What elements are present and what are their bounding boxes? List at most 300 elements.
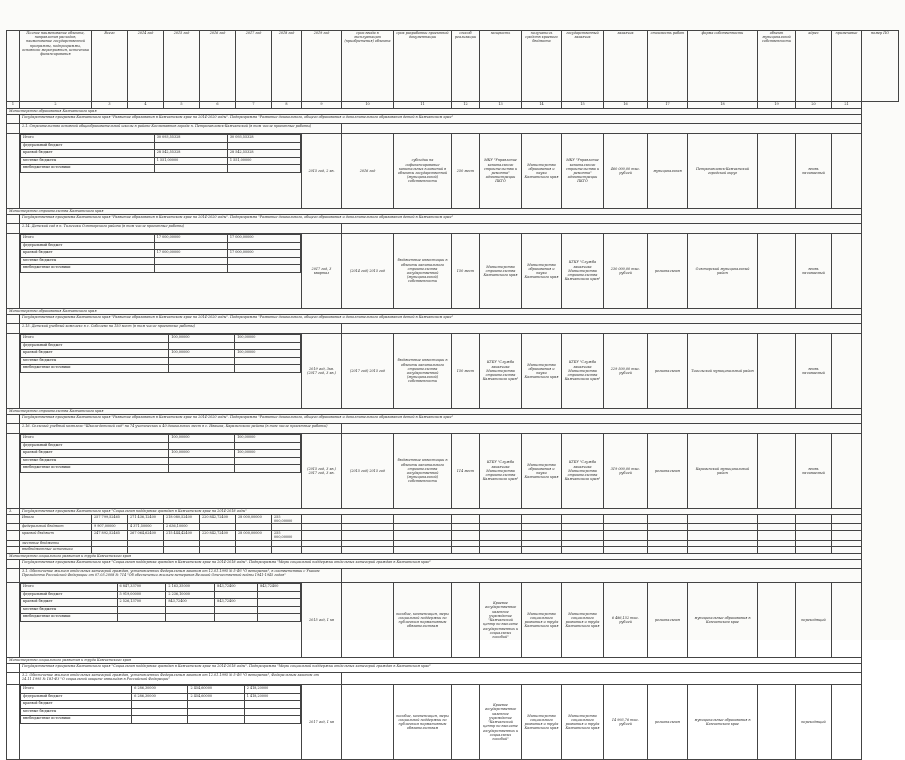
funding-value bbox=[188, 716, 244, 724]
customer: КГБУ "Служба заказчика Министерства строительства Камчатского края" bbox=[562, 334, 604, 409]
funding-value bbox=[227, 242, 300, 250]
subprogram-row bbox=[7, 215, 899, 224]
header-cell: срок разработки проектной документации bbox=[394, 31, 452, 102]
customer: КГКУ "Служба заказчика Министерства строительства Камчатского края" bbox=[562, 234, 604, 309]
empty-cell bbox=[394, 515, 452, 524]
funding-value bbox=[169, 457, 235, 465]
capacity: 114 мест bbox=[452, 434, 480, 509]
total-row bbox=[7, 515, 899, 524]
subprogram-row bbox=[7, 315, 899, 324]
empty-cell bbox=[562, 524, 604, 531]
empty-cell bbox=[394, 540, 452, 547]
funding-subtable bbox=[20, 134, 301, 173]
empty-cell bbox=[648, 540, 688, 547]
data-block bbox=[7, 134, 899, 209]
data-block bbox=[7, 685, 899, 760]
index-cell bbox=[7, 685, 20, 760]
funding-label: краевой бюджет bbox=[21, 450, 169, 458]
funding-value bbox=[154, 142, 227, 150]
implementation-method: бюджетные инвестиции в объекты капитального строительства государственной (муниципальной) собственности bbox=[394, 234, 452, 309]
funding-label: федеральный бюджет bbox=[21, 442, 169, 450]
total-value bbox=[164, 547, 200, 554]
total-value bbox=[128, 547, 164, 554]
funding-cell bbox=[20, 583, 302, 658]
empty-cell bbox=[604, 524, 648, 531]
funding-label: местные бюджеты bbox=[21, 357, 169, 365]
funding-value bbox=[235, 457, 301, 465]
empty-cell bbox=[604, 540, 648, 547]
funding-value bbox=[154, 242, 227, 250]
header-cell: 2017 год bbox=[236, 31, 272, 102]
empty-cell bbox=[758, 547, 796, 554]
funding-label: федеральный бюджет bbox=[21, 693, 132, 701]
funding-label: местные бюджеты bbox=[21, 606, 118, 614]
total-value bbox=[200, 524, 236, 531]
implementation-method: субсидии на софинансирование капитальных вложений в объекты государственной (муниципальной) собственности bbox=[394, 134, 452, 209]
funding-subtable bbox=[20, 234, 301, 273]
empty-cell bbox=[522, 547, 562, 554]
object-row bbox=[7, 224, 899, 234]
funding-value bbox=[235, 442, 301, 450]
subprogram-title: Государственная программа Камчатского края "Социальная поддержка граждан в Камчатском крае на 2014-2018 годы". Подпрограмма "Меры социальной поддержки отдельных категорий граждан в Камчатском крае" bbox=[20, 560, 862, 569]
funding-label: Итого bbox=[21, 584, 118, 592]
column-number: 8 bbox=[272, 102, 302, 109]
empty-cell bbox=[480, 547, 522, 554]
address bbox=[758, 334, 796, 409]
funding-value bbox=[215, 591, 258, 599]
empty-cell bbox=[832, 540, 862, 547]
empty-cell bbox=[342, 547, 394, 554]
funding-label: местные бюджеты bbox=[21, 457, 169, 465]
index-cell bbox=[7, 583, 20, 658]
funding-label: Итого bbox=[21, 135, 155, 143]
municipality: Олюторский муниципальный район bbox=[688, 234, 758, 309]
column-number: 14 bbox=[522, 102, 562, 109]
municipality: Петропавловск-Камчатский городской округ bbox=[688, 134, 758, 209]
funding-label: федеральный бюджет bbox=[21, 242, 155, 250]
total-value: 28 000,00000 bbox=[236, 531, 272, 540]
column-number: 6 bbox=[200, 102, 236, 109]
total-value: 28 000,00000 bbox=[236, 515, 272, 524]
implementation-method: бюджетные инвестиции в объекты капитального строительства государственной (муниципальной) собственности bbox=[394, 434, 452, 509]
funding-value bbox=[117, 614, 166, 622]
work-cost: 14 993,76 тыс. рублей bbox=[604, 685, 648, 760]
total-value: 255 000,00000 bbox=[272, 515, 302, 524]
empty-cell bbox=[342, 524, 394, 531]
funding-label: Итого bbox=[21, 335, 169, 343]
total-value: 218 080,52400 bbox=[164, 515, 200, 524]
empty-cell bbox=[522, 540, 562, 547]
total-value bbox=[236, 547, 272, 554]
empty-cell bbox=[562, 531, 604, 540]
funding-subtable bbox=[20, 334, 301, 373]
total-value bbox=[92, 540, 128, 547]
funding-label: Итого bbox=[21, 686, 132, 694]
funding-value: 1 551,00000 bbox=[154, 157, 227, 165]
object-title: 2.16. Сельский учебный комплекс "Школа-детский сад" на 74 ученических и 40 дошкольных мест в с. Ивашка, Карагинского района (в том числе проектные работы) bbox=[20, 424, 342, 434]
funding-value bbox=[215, 614, 258, 622]
funding-value bbox=[258, 591, 301, 599]
municipality: муниципальные образования в Камчатском крае bbox=[688, 685, 758, 760]
total-value bbox=[236, 524, 272, 531]
design-term: 2016 год bbox=[342, 134, 394, 209]
funding-value: 2 454,60000 bbox=[188, 693, 244, 701]
funding-value bbox=[132, 701, 188, 709]
section-title: Министерство строительства Камчатского края bbox=[7, 209, 862, 215]
funding-value bbox=[244, 716, 300, 724]
index-cell bbox=[7, 524, 20, 531]
funding-row bbox=[21, 242, 301, 250]
funding-row bbox=[21, 701, 301, 709]
funding-value bbox=[117, 606, 166, 614]
empty-cell bbox=[832, 524, 862, 531]
section-title: Министерство образования Камчатского края bbox=[7, 309, 862, 315]
funding-cell bbox=[20, 134, 302, 209]
funding-value: 6 286,30000 bbox=[132, 686, 188, 694]
funding-value bbox=[227, 265, 300, 273]
funds-recipient: Министерство строительства Камчатского края bbox=[480, 234, 522, 309]
funds-recipient: Краевое государственное казенное учреждение "Камчатский центр по выплате государственных и социальных пособий" bbox=[480, 685, 522, 760]
design-term: (2014 год) 2015 год bbox=[342, 234, 394, 309]
total-value: 255 000,00000 bbox=[272, 531, 302, 540]
customer: Министерство социального развития и труда Камчатского края bbox=[562, 685, 604, 760]
subprogram-title: Государственная программа Камчатского края "Социальная поддержка граждан в Камчатском крае на 2014-2018 годы". Подпрограмма "Меры социальной поддержки отдельных категорий граждан в Камчатском крае" bbox=[20, 664, 862, 673]
funds-recipient: КГБУ "Служба заказчика Министерства строительства Камчатского края" bbox=[480, 434, 522, 509]
funding-value: 30 093,55328 bbox=[154, 135, 227, 143]
funding-row bbox=[21, 365, 301, 373]
customer: КГБУ "Служба заказчика Министерства строительства Камчатского края" bbox=[562, 434, 604, 509]
funding-subtable bbox=[20, 583, 301, 622]
commission-term: 2015 год, 1 кв bbox=[302, 583, 342, 658]
funding-label: местные бюджеты bbox=[21, 708, 132, 716]
funding-value: 100,00000 bbox=[235, 350, 301, 358]
state-customer: Министерство образования и науки Камчатского края bbox=[522, 234, 562, 309]
total-label: федеральный бюджет bbox=[20, 524, 92, 531]
empty-cell bbox=[480, 540, 522, 547]
funding-label: внебюджетные источники bbox=[21, 165, 155, 173]
capacity: 250 мест bbox=[452, 134, 480, 209]
total-label: краевой бюджет bbox=[20, 531, 92, 540]
funding-value: 100,00000 bbox=[169, 350, 235, 358]
state-customer: Министерство социального развития и труда Камчатского края bbox=[522, 583, 562, 658]
funding-value bbox=[188, 701, 244, 709]
column-number: 4 bbox=[128, 102, 164, 109]
funding-value bbox=[154, 257, 227, 265]
funding-row bbox=[21, 584, 301, 592]
header-cell: Всего bbox=[92, 31, 128, 102]
empty-cell bbox=[452, 524, 480, 531]
ownership-form: региональная bbox=[648, 334, 688, 409]
ownership-form: муниципальная bbox=[648, 134, 688, 209]
empty-cell bbox=[302, 547, 342, 554]
funding-value: 2 526,13700 bbox=[117, 599, 166, 607]
funding-label: краевой бюджет bbox=[21, 599, 118, 607]
commission-term: 2017 год, 3 квартал bbox=[302, 234, 342, 309]
note: вновь начинаемый bbox=[796, 134, 832, 209]
funding-value: 100,00000 bbox=[235, 450, 301, 458]
funding-value bbox=[169, 442, 235, 450]
funds-recipient: КГБУ "Служба заказчика Министерства строительства Камчатского края" bbox=[480, 334, 522, 409]
column-number: 9 bbox=[302, 102, 342, 109]
header-cell: мощность bbox=[480, 31, 522, 102]
funding-value: 6 847,33700 bbox=[117, 584, 166, 592]
state-customer: Министерство социального развития и труда Камчатского края bbox=[522, 685, 562, 760]
state-customer: Министерство образования и науки Камчатского края bbox=[522, 334, 562, 409]
empty-cell bbox=[688, 531, 758, 540]
subprogram-title: Государственная программа Камчатского края "Развитие образования в Камчатском крае на 2014-2020 годы". Подпрограмма "Развитие дошкольного, общего образования и дополнительного образования детей в Камчатском крае" bbox=[20, 215, 862, 224]
funding-value bbox=[169, 365, 235, 373]
empty-cell bbox=[480, 524, 522, 531]
total-row bbox=[7, 531, 899, 540]
column-number: 19 bbox=[758, 102, 796, 109]
note: переходящий bbox=[796, 685, 832, 760]
address bbox=[758, 434, 796, 509]
note: вновь начинаемый bbox=[796, 234, 832, 309]
funding-value: 28 542,55328 bbox=[227, 150, 300, 158]
funding-value bbox=[169, 357, 235, 365]
funding-value: 1 418,20000 bbox=[244, 693, 300, 701]
object-title: 2.15. Детский учебный комплекс в с. Соболево на 150 мест (в том числе проектные работы) bbox=[20, 324, 342, 334]
ownership-form: региональная bbox=[648, 234, 688, 309]
funding-label: внебюджетные источники bbox=[21, 614, 118, 622]
funding-row bbox=[21, 257, 301, 265]
header-cell: адрес bbox=[796, 31, 832, 102]
total-value: 4 371,50000 bbox=[128, 524, 164, 531]
funding-row bbox=[21, 357, 301, 365]
index-cell bbox=[7, 547, 20, 554]
funding-value bbox=[235, 357, 301, 365]
work-cost: 230 000,00 тыс. рублей bbox=[604, 234, 648, 309]
funding-row bbox=[21, 686, 301, 694]
total-value bbox=[164, 540, 200, 547]
funds-recipient: МКУ "Управление капитального строительства и ремонта" администрации ПКГО bbox=[480, 134, 522, 209]
funding-value bbox=[154, 265, 227, 273]
capacity bbox=[452, 583, 480, 658]
funding-value: 6 286,30000 bbox=[132, 693, 188, 701]
empty-cell bbox=[452, 540, 480, 547]
funding-row bbox=[21, 335, 301, 343]
empty-cell bbox=[796, 531, 832, 540]
empty-cell bbox=[562, 547, 604, 554]
empty-cell bbox=[452, 515, 480, 524]
design-term bbox=[342, 685, 394, 760]
section-title: Министерство социального развития и труда Камчатского края bbox=[7, 554, 862, 560]
funding-value: 30 093,55328 bbox=[227, 135, 300, 143]
total-label: внебюджетные источники bbox=[20, 547, 92, 554]
empty-cell bbox=[758, 524, 796, 531]
column-number: 18 bbox=[688, 102, 758, 109]
object-row bbox=[7, 124, 899, 134]
address bbox=[758, 685, 796, 760]
funding-value: 2 454,60000 bbox=[188, 686, 244, 694]
data-block bbox=[7, 234, 899, 309]
empty-cell bbox=[688, 547, 758, 554]
empty-cell bbox=[796, 515, 832, 524]
funding-value bbox=[235, 465, 301, 473]
funding-value: 100,00000 bbox=[169, 450, 235, 458]
funding-row bbox=[21, 250, 301, 258]
design-term bbox=[342, 583, 394, 658]
funding-row bbox=[21, 708, 301, 716]
total-label: Итого bbox=[20, 515, 92, 524]
column-number: 17 bbox=[648, 102, 688, 109]
empty-cell bbox=[832, 531, 862, 540]
column-number-row bbox=[7, 102, 899, 109]
header-cell: стоимость работ bbox=[648, 31, 688, 102]
funding-label: Итого bbox=[21, 235, 155, 243]
funding-value bbox=[166, 606, 215, 614]
empty-cell bbox=[522, 524, 562, 531]
work-cost: 6 486,152 тыс. рублей bbox=[604, 583, 648, 658]
funding-value bbox=[169, 465, 235, 473]
object-title: 3.2. Обеспечение жильем отдельных категорий граждан, установленных Федеральным законом от 12.01.1995 № 5-ФЗ "О ветеранах", Федеральным законом от 24.11.1995 № 181-ФЗ "О социальной защите инвалидов в Российской Федерации" bbox=[20, 673, 342, 685]
header-cell: способ реализации bbox=[452, 31, 480, 102]
work-cost: 460 000,00 тыс. рублей bbox=[604, 134, 648, 209]
column-number: 1 bbox=[7, 102, 20, 109]
funding-value: 1 551,00000 bbox=[227, 157, 300, 165]
empty-cell bbox=[604, 515, 648, 524]
total-value bbox=[272, 547, 302, 554]
funding-label: внебюджетные источники bbox=[21, 365, 169, 373]
design-term: (2015 год) 2015 год bbox=[342, 434, 394, 509]
empty-cell bbox=[688, 540, 758, 547]
column-number: 12 bbox=[452, 102, 480, 109]
po-number bbox=[832, 583, 862, 658]
funding-row bbox=[21, 599, 301, 607]
funding-label: краевой бюджет bbox=[21, 250, 155, 258]
empty-cell bbox=[648, 531, 688, 540]
empty-cell bbox=[648, 515, 688, 524]
funding-value bbox=[258, 614, 301, 622]
funding-value bbox=[235, 342, 301, 350]
funding-row bbox=[21, 591, 301, 599]
funding-label: краевой бюджет bbox=[21, 701, 132, 709]
funding-row bbox=[21, 435, 301, 443]
empty-cell bbox=[394, 531, 452, 540]
note: переходящий bbox=[796, 583, 832, 658]
po-number bbox=[832, 434, 862, 509]
object-title: 3.1. Обеспечение жильем отдельных категорий граждан, установленных Федеральным законом от 12.01.1995 № 5-ФЗ "О ветеранах", в соответствии с Указом Президента Российской Федерации от 07.05.2008 № 714 "Об обеспечении жильем ветеранов Великой Отечественной войны 1941-1945 годов" bbox=[20, 569, 342, 583]
empty-cell bbox=[832, 515, 862, 524]
commission-term: 2017 год, 1 кв bbox=[302, 685, 342, 760]
subprogram-title: Государственная программа Камчатского края "Развитие образования в Камчатском крае на 2014-2020 годы". Подпрограмма "Развитие дошкольного, общего образования и дополнительного образования детей в Камчатском крае" bbox=[20, 115, 862, 124]
column-number: 21 bbox=[832, 102, 862, 109]
column-number: 10 bbox=[342, 102, 394, 109]
funding-row bbox=[21, 150, 301, 158]
header-cell: номер ПО bbox=[862, 31, 899, 102]
total-number: 3. bbox=[7, 509, 20, 515]
funding-row bbox=[21, 606, 301, 614]
funding-value bbox=[235, 365, 301, 373]
index-cell bbox=[7, 540, 20, 547]
empty-cell bbox=[394, 524, 452, 531]
capacity: 150 мест bbox=[452, 234, 480, 309]
work-cost: 319 000,00 тыс. рублей bbox=[604, 434, 648, 509]
total-value: 215 444,42400 bbox=[164, 531, 200, 540]
section-title: Министерство строительства Камчатского края bbox=[7, 409, 862, 415]
column-number: 15 bbox=[562, 102, 604, 109]
header-row bbox=[7, 31, 899, 102]
header-cell: 2018 год bbox=[272, 31, 302, 102]
data-block bbox=[7, 434, 899, 509]
funds-recipient: Краевое государственное казенное учреждение "Камчатский центр по выплате государственных и социальных пособий" bbox=[480, 583, 522, 658]
funding-value: 5 919,00000 bbox=[117, 591, 166, 599]
investment-table bbox=[6, 30, 899, 760]
address bbox=[758, 234, 796, 309]
empty-cell bbox=[604, 531, 648, 540]
municipality: муниципальные образования в Камчатском крае bbox=[688, 583, 758, 658]
total-value bbox=[128, 540, 164, 547]
funding-label: внебюджетные источники bbox=[21, 265, 155, 273]
empty-cell bbox=[688, 515, 758, 524]
funding-row bbox=[21, 342, 301, 350]
column-number: 20 bbox=[796, 102, 832, 109]
funding-row bbox=[21, 693, 301, 701]
funding-value: 100,00000 bbox=[169, 435, 235, 443]
funding-row bbox=[21, 265, 301, 273]
header-cell: форма собственности bbox=[688, 31, 758, 102]
funding-value: 843,72400 bbox=[215, 584, 258, 592]
empty-cell bbox=[522, 531, 562, 540]
empty-cell bbox=[342, 531, 394, 540]
address bbox=[758, 583, 796, 658]
header-cell: примечание bbox=[832, 31, 862, 102]
section-title: Министерство социального развития и труда Камчатского края bbox=[7, 658, 862, 664]
funding-row bbox=[21, 442, 301, 450]
subprogram-row bbox=[7, 415, 899, 424]
customer: Министерство социального развития и труда Камчатского края bbox=[562, 583, 604, 658]
funding-value: 2 163,35000 bbox=[166, 584, 215, 592]
total-value bbox=[92, 547, 128, 554]
total-row bbox=[7, 547, 899, 554]
po-number bbox=[832, 334, 862, 409]
funding-value: 28 542,55328 bbox=[154, 150, 227, 158]
municipality: Тигильский муниципальный район bbox=[688, 334, 758, 409]
funding-label: краевой бюджет bbox=[21, 350, 169, 358]
funding-value: 843,72400 bbox=[258, 584, 301, 592]
total-value: 257 799,52465 bbox=[92, 515, 128, 524]
empty-cell bbox=[604, 547, 648, 554]
subprogram-row bbox=[7, 664, 899, 673]
funding-value bbox=[258, 599, 301, 607]
total-value: 220 842,72400 bbox=[200, 531, 236, 540]
header-cell: получатель средств краевого бюджета bbox=[522, 31, 562, 102]
design-term: (2017 год) 2015 год bbox=[342, 334, 394, 409]
empty-cell bbox=[522, 515, 562, 524]
empty-cell bbox=[302, 531, 342, 540]
state-customer: Министерство образования и науки Камчатского края bbox=[522, 434, 562, 509]
funding-subtable bbox=[20, 434, 301, 473]
column-number: 16 bbox=[604, 102, 648, 109]
subprogram-row bbox=[7, 115, 899, 124]
empty-cell bbox=[480, 531, 522, 540]
funding-row bbox=[21, 135, 301, 143]
funding-value bbox=[132, 708, 188, 716]
capacity: 150 мест bbox=[452, 334, 480, 409]
subprogram-row bbox=[7, 560, 899, 569]
funding-value bbox=[169, 342, 235, 350]
empty-cell bbox=[832, 547, 862, 554]
empty-cell bbox=[342, 515, 394, 524]
header-cell: 2014 год bbox=[128, 31, 164, 102]
empty-cell bbox=[796, 524, 832, 531]
total-value: 9 907,00000 bbox=[92, 524, 128, 531]
column-number: 2 bbox=[20, 102, 92, 109]
funding-value bbox=[132, 716, 188, 724]
funding-row bbox=[21, 235, 301, 243]
empty-cell bbox=[688, 524, 758, 531]
funding-label: Итого bbox=[21, 435, 169, 443]
